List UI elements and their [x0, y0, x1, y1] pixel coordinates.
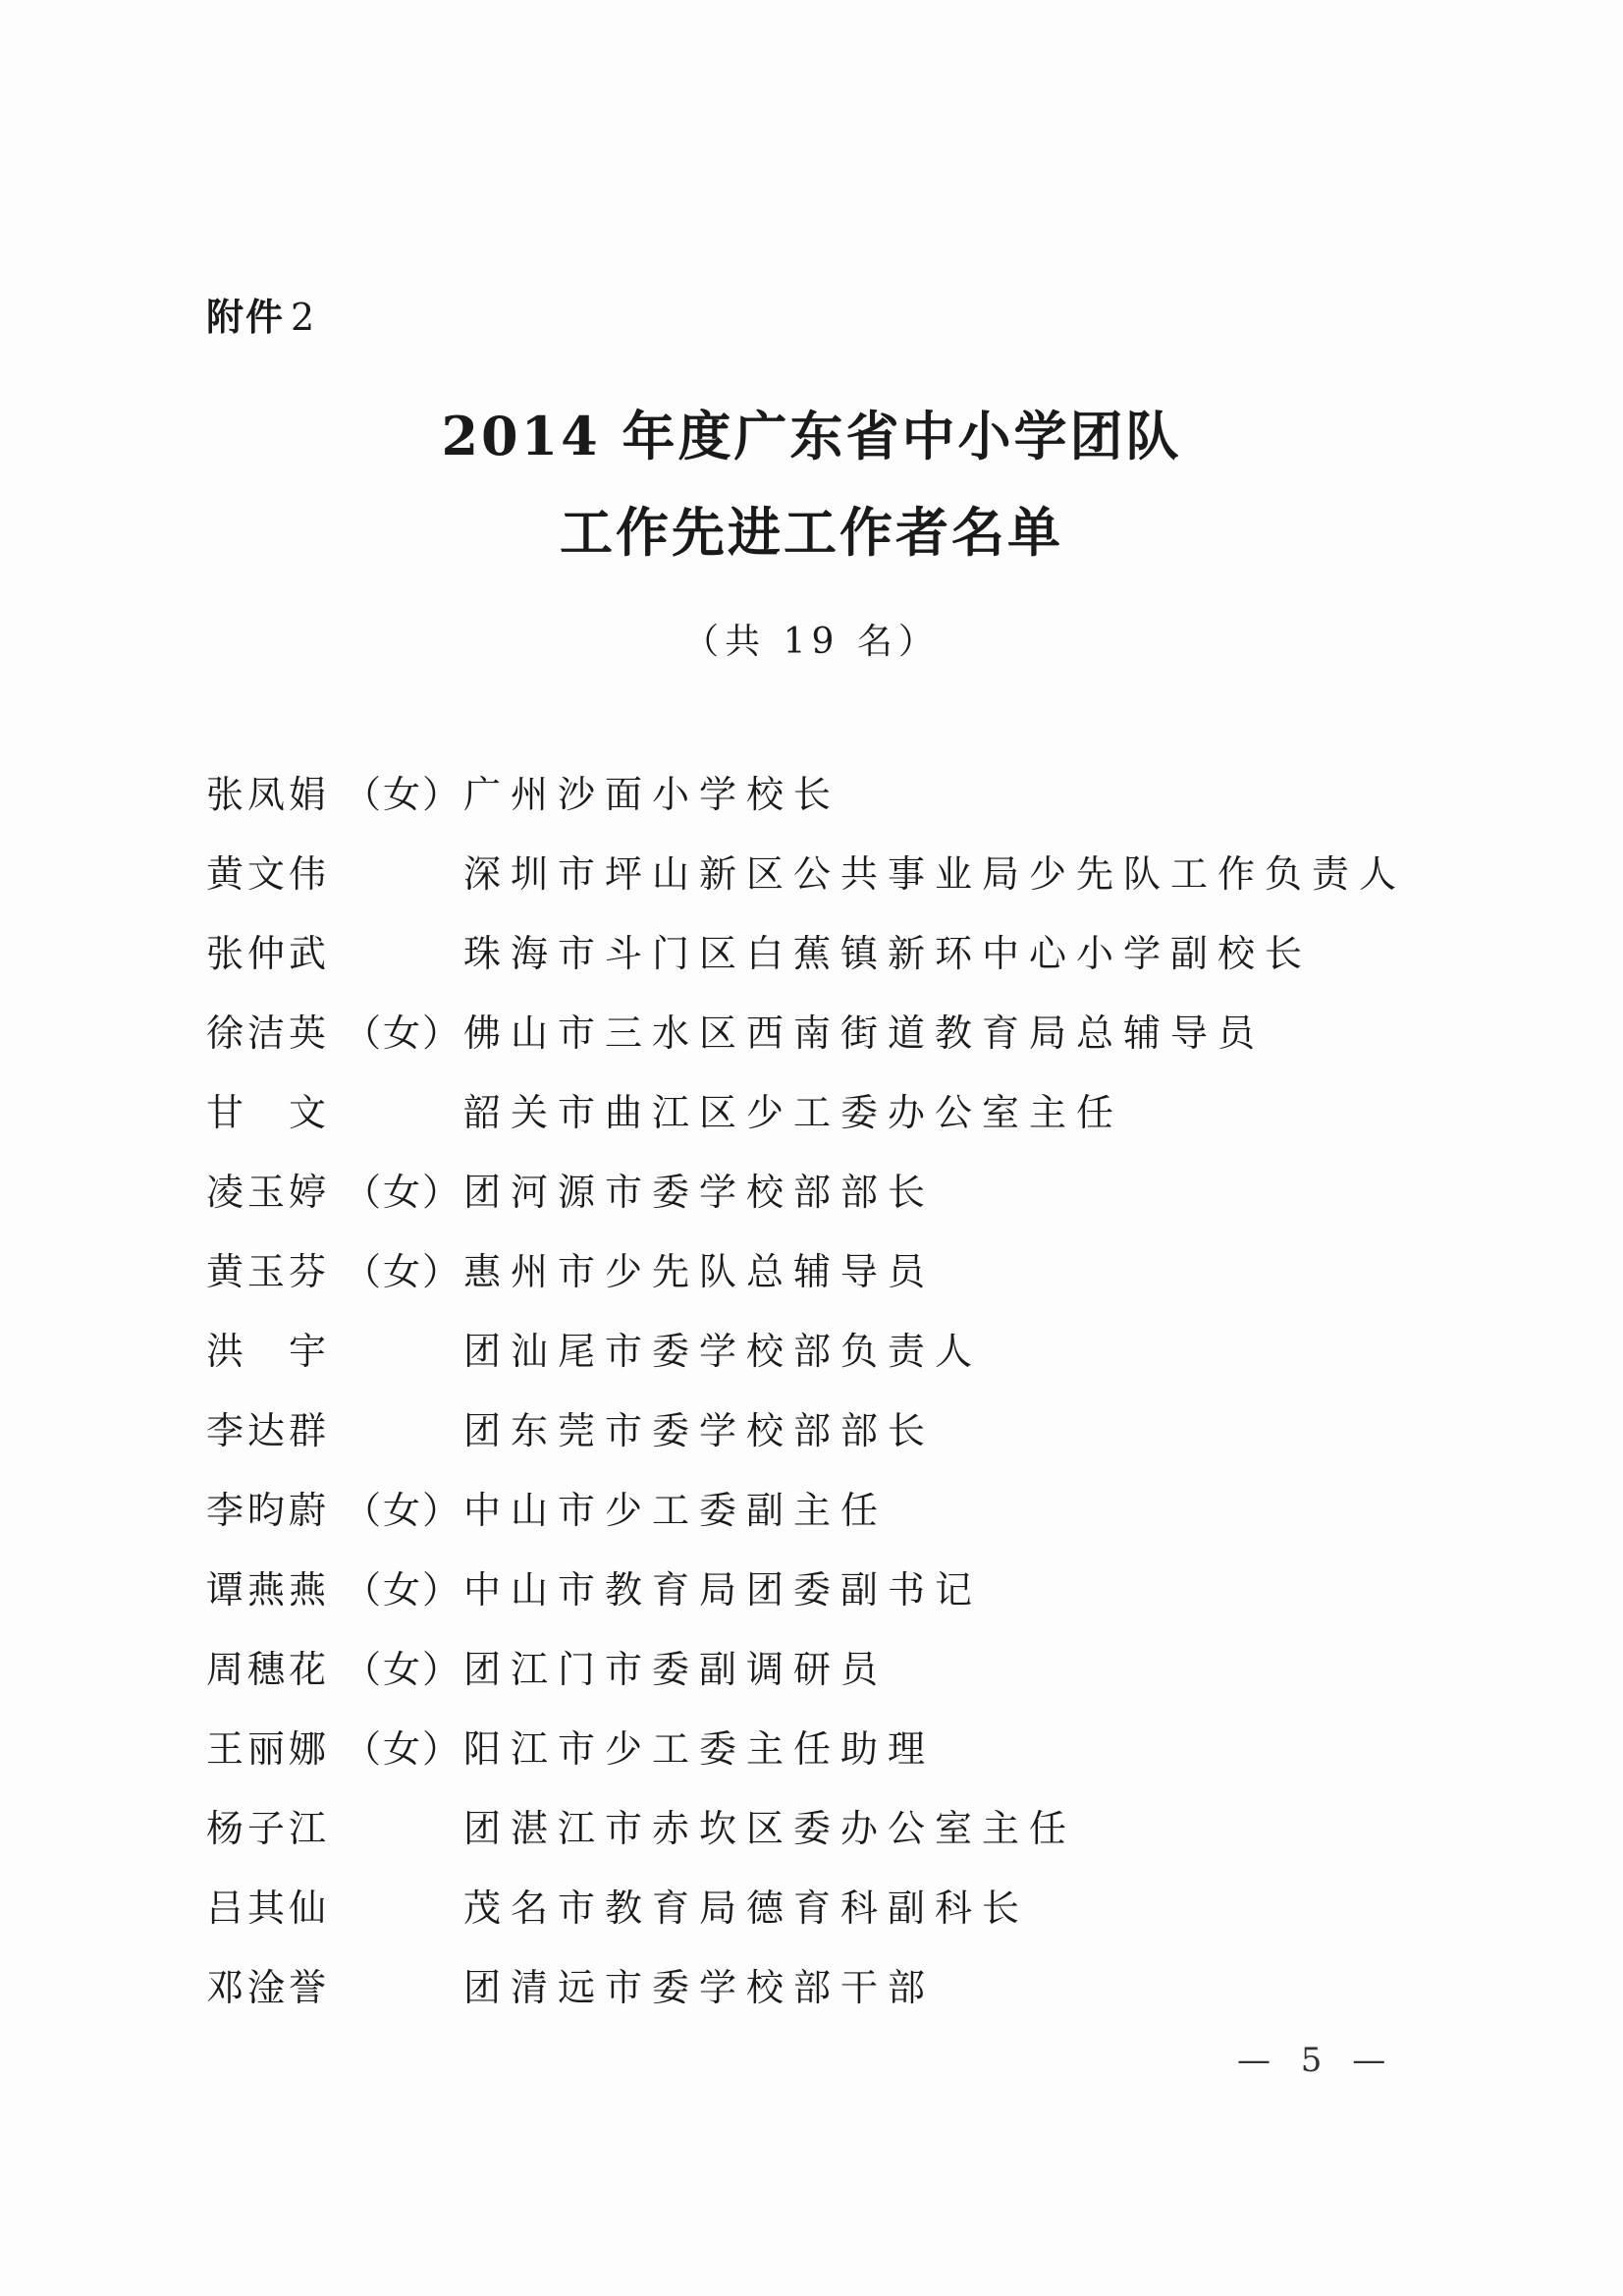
- person-name: 李达群: [206, 1409, 331, 1452]
- list-item: [206, 1162, 1434, 1241]
- person-position: 韶关市曲江区少工委办公室主任: [463, 1091, 1124, 1134]
- person-name: 洪 宇: [206, 1330, 331, 1373]
- person-gender: （女）: [344, 1727, 462, 1771]
- person-name: 李昀蔚: [206, 1489, 331, 1532]
- list-item: [206, 1082, 1434, 1162]
- person-position: 佛山市三水区西南街道教育局总辅导员: [463, 1011, 1266, 1055]
- list-item: [206, 1719, 1434, 1798]
- document-title-line-2: 工作先进工作者名单: [560, 501, 1063, 564]
- list-item: [206, 1003, 1434, 1082]
- person-position: 中山市教育局团委副书记: [463, 1568, 983, 1612]
- person-name: 吕其仙: [206, 1886, 331, 1930]
- person-name: 王丽娜: [206, 1727, 331, 1771]
- person-position: 阳江市少工委主任助理: [463, 1727, 936, 1771]
- list-item: [206, 923, 1434, 1003]
- page-number: — 5 —: [1237, 2041, 1396, 2080]
- person-gender: （女）: [344, 773, 462, 816]
- person-position: 团湛江市赤坎区委办公室主任: [463, 1807, 1077, 1850]
- person-gender: （女）: [344, 1171, 462, 1214]
- person-gender: （女）: [344, 1568, 462, 1612]
- list-item: [206, 1559, 1434, 1639]
- person-gender: （女）: [344, 1648, 462, 1691]
- person-position: 深圳市坪山新区公共事业局少先队工作负责人: [463, 852, 1407, 896]
- person-position: 中山市少工委副主任: [463, 1489, 889, 1532]
- document-title-line-1: 2014 年度广东省中小学团队: [441, 405, 1182, 467]
- people-list: [206, 764, 1434, 2037]
- list-item: [206, 764, 1434, 844]
- person-name: 谭燕燕: [206, 1568, 331, 1612]
- person-name: 邓淦誉: [206, 1966, 331, 2009]
- attachment-label: [206, 287, 316, 341]
- person-position: 团江门市委副调研员: [463, 1648, 889, 1691]
- person-gender: （女）: [344, 1250, 462, 1293]
- person-name: 杨子江: [206, 1807, 331, 1850]
- person-name: 周穗花: [206, 1648, 331, 1691]
- list-item: [206, 844, 1434, 923]
- person-position: 团河源市委学校部部长: [463, 1171, 936, 1214]
- person-position: 广州沙面小学校长: [463, 773, 841, 816]
- person-name: 凌玉婷: [206, 1171, 331, 1214]
- list-item: [206, 1957, 1434, 2037]
- list-item: [206, 1321, 1434, 1400]
- total-count: （共 19 名）: [683, 622, 940, 662]
- person-name: 黄文伟: [206, 852, 331, 896]
- person-name: 甘 文: [206, 1091, 331, 1134]
- person-position: 茂名市教育局德育科副科长: [463, 1886, 1030, 1930]
- attachment-label-text: 附件: [206, 296, 286, 339]
- person-position: 惠州市少先队总辅导员: [463, 1250, 936, 1293]
- person-position: 团东莞市委学校部部长: [463, 1409, 936, 1452]
- person-name: 黄玉芬: [206, 1250, 331, 1293]
- person-name: 张凤娟: [206, 773, 331, 816]
- list-item: [206, 1400, 1434, 1480]
- list-item: [206, 1480, 1434, 1559]
- person-position: 珠海市斗门区白蕉镇新环中心小学副校长: [463, 932, 1313, 975]
- attachment-number: 2: [291, 296, 317, 339]
- list-item: [206, 1241, 1434, 1321]
- person-position: 团清远市委学校部干部: [463, 1966, 936, 2009]
- person-position: 团汕尾市委学校部负责人: [463, 1330, 983, 1373]
- list-item: [206, 1798, 1434, 1878]
- list-item: [206, 1639, 1434, 1719]
- list-item: [206, 1878, 1434, 1957]
- person-name: 张仲武: [206, 932, 331, 975]
- person-gender: （女）: [344, 1011, 462, 1055]
- person-gender: （女）: [344, 1489, 462, 1532]
- person-name: 徐洁英: [206, 1011, 331, 1055]
